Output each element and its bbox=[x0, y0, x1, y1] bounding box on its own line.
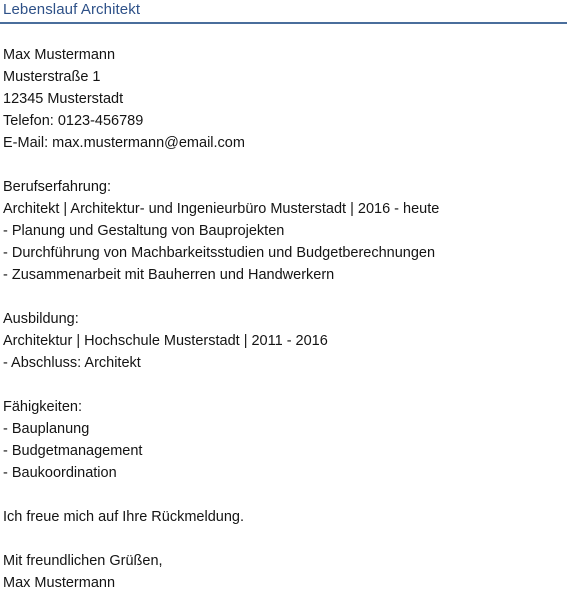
education-entry: Architektur | Hochschule Musterstadt | 2011 - 2016 bbox=[3, 333, 328, 349]
closing-statement: Ich freue mich auf Ihre Rückmeldung. bbox=[3, 509, 244, 525]
contact-street: Musterstraße 1 bbox=[3, 69, 101, 85]
education-heading: Ausbildung: bbox=[3, 311, 79, 327]
spacer bbox=[3, 286, 563, 308]
experience-position: Architekt | Architektur- und Ingenieurbüro Musterstadt | 2016 - heute bbox=[3, 201, 440, 217]
spacer bbox=[3, 484, 563, 506]
skills-item: - Baukoordination bbox=[3, 465, 117, 481]
skills-heading: Fähigkeiten: bbox=[3, 399, 82, 415]
experience-item: - Planung und Gestaltung von Bauprojekten bbox=[3, 223, 285, 239]
title-divider bbox=[0, 22, 567, 24]
skills-item: - Bauplanung bbox=[3, 421, 90, 437]
closing-salutation: Mit freundlichen Grüßen, bbox=[3, 553, 163, 569]
contact-email: E-Mail: max.mustermann@email.com bbox=[3, 135, 245, 151]
document-body bbox=[3, 44, 563, 594]
contact-phone: Telefon: 0123-456789 bbox=[3, 113, 144, 129]
contact-city: 12345 Musterstadt bbox=[3, 91, 124, 107]
education-item: - Abschluss: Architekt bbox=[3, 355, 141, 371]
experience-item: - Zusammenarbeit mit Bauherren und Handwerkern bbox=[3, 267, 335, 283]
experience-item: - Durchführung von Machbarkeitsstudien und Budgetberechnungen bbox=[3, 245, 436, 261]
spacer bbox=[3, 374, 563, 396]
contact-name: Max Mustermann bbox=[3, 47, 116, 63]
document-title: Lebenslauf Architekt bbox=[3, 1, 141, 18]
spacer bbox=[3, 154, 563, 176]
experience-heading: Berufserfahrung: bbox=[3, 179, 112, 195]
closing-signature: Max Mustermann bbox=[3, 575, 116, 591]
spacer bbox=[3, 528, 563, 550]
skills-item: - Budgetmanagement bbox=[3, 443, 143, 459]
